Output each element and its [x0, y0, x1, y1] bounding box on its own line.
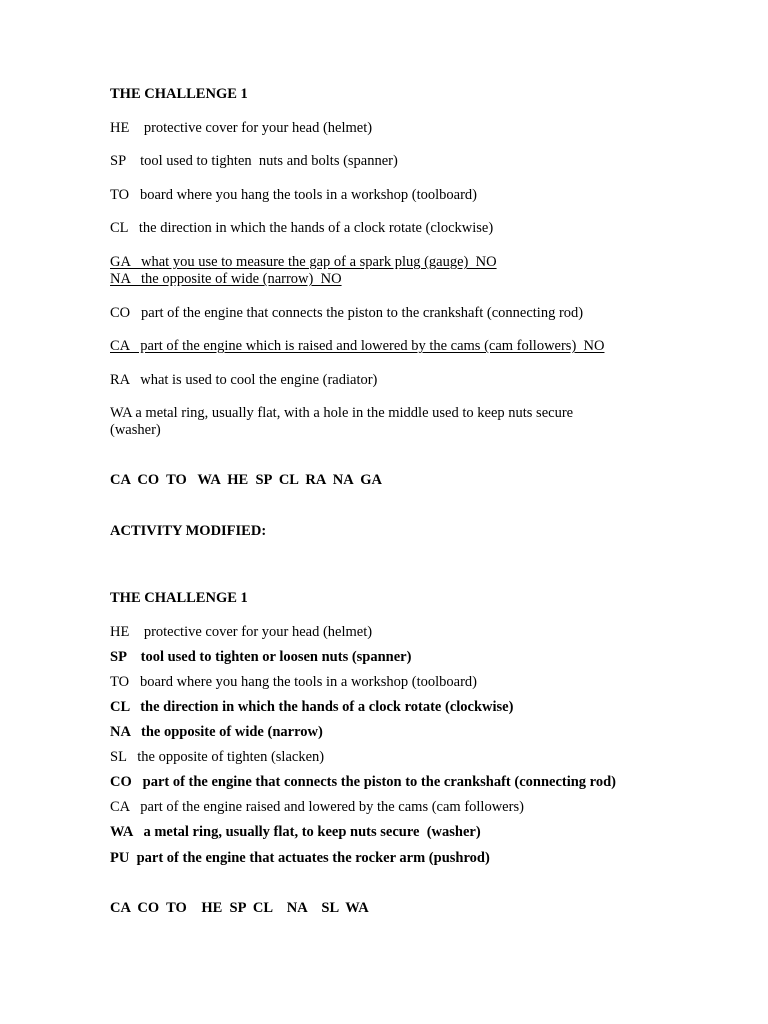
answer-sequence-modified: CA CO TO HE SP CL NA SL WA [110, 900, 369, 916]
clue-to-modified: TO board where you hang the tools in a workshop (toolboard) [110, 674, 477, 690]
clue-wa-modified: WA a metal ring, usually flat, to keep nuts secure (washer) [110, 824, 481, 840]
clue-sl-modified: SL the opposite of tighten (slacken) [110, 749, 325, 765]
clue-he-modified: HE protective cover for your head (helmet) [110, 624, 373, 640]
clue-cl: CL the direction in which the hands of a clock rotate (clockwise) [110, 220, 494, 236]
clue-na: NA the opposite of wide (narrow) NO [110, 271, 342, 287]
clue-na-modified: NA the opposite of wide (narrow) [110, 724, 323, 740]
clue-to: TO board where you hang the tools in a workshop (toolboard) [110, 187, 477, 203]
clue-co-modified: CO part of the engine that connects the piston to the crankshaft (connecting rod) [110, 774, 616, 790]
clue-ca: CA part of the engine which is raised and lowered by the cams (cam followers) NO [110, 338, 605, 354]
challenge-title: THE CHALLENGE 1 [110, 86, 248, 102]
answer-sequence: CA CO TO WA HE SP CL RA NA GA [110, 472, 382, 488]
challenge-title-modified: THE CHALLENGE 1 [110, 590, 248, 606]
clue-cl-modified: CL the direction in which the hands of a clock rotate (clockwise) [110, 699, 514, 715]
clue-co: CO part of the engine that connects the piston to the crankshaft (connecting rod) [110, 305, 584, 321]
clue-ca-modified: CA part of the engine raised and lowered by the cams (cam followers) [110, 799, 524, 815]
clue-sp-modified: SP tool used to tighten or loosen nuts (spanner) [110, 649, 412, 665]
modified-heading: ACTIVITY MODIFIED: [110, 523, 267, 539]
clue-he: HE protective cover for your head (helmet) [110, 120, 373, 136]
clue-wa: WA a metal ring, usually flat, with a hole in the middle used to keep nuts secure (washer) [110, 405, 574, 438]
clue-sp: SP tool used to tighten nuts and bolts (spanner) [110, 153, 398, 169]
clue-ga: GA what you use to measure the gap of a spark plug (gauge) NO [110, 254, 497, 270]
clue-pu-modified: PU part of the engine that actuates the rocker arm (pushrod) [110, 850, 490, 866]
clue-ra: RA what is used to cool the engine (radiator) [110, 372, 378, 388]
